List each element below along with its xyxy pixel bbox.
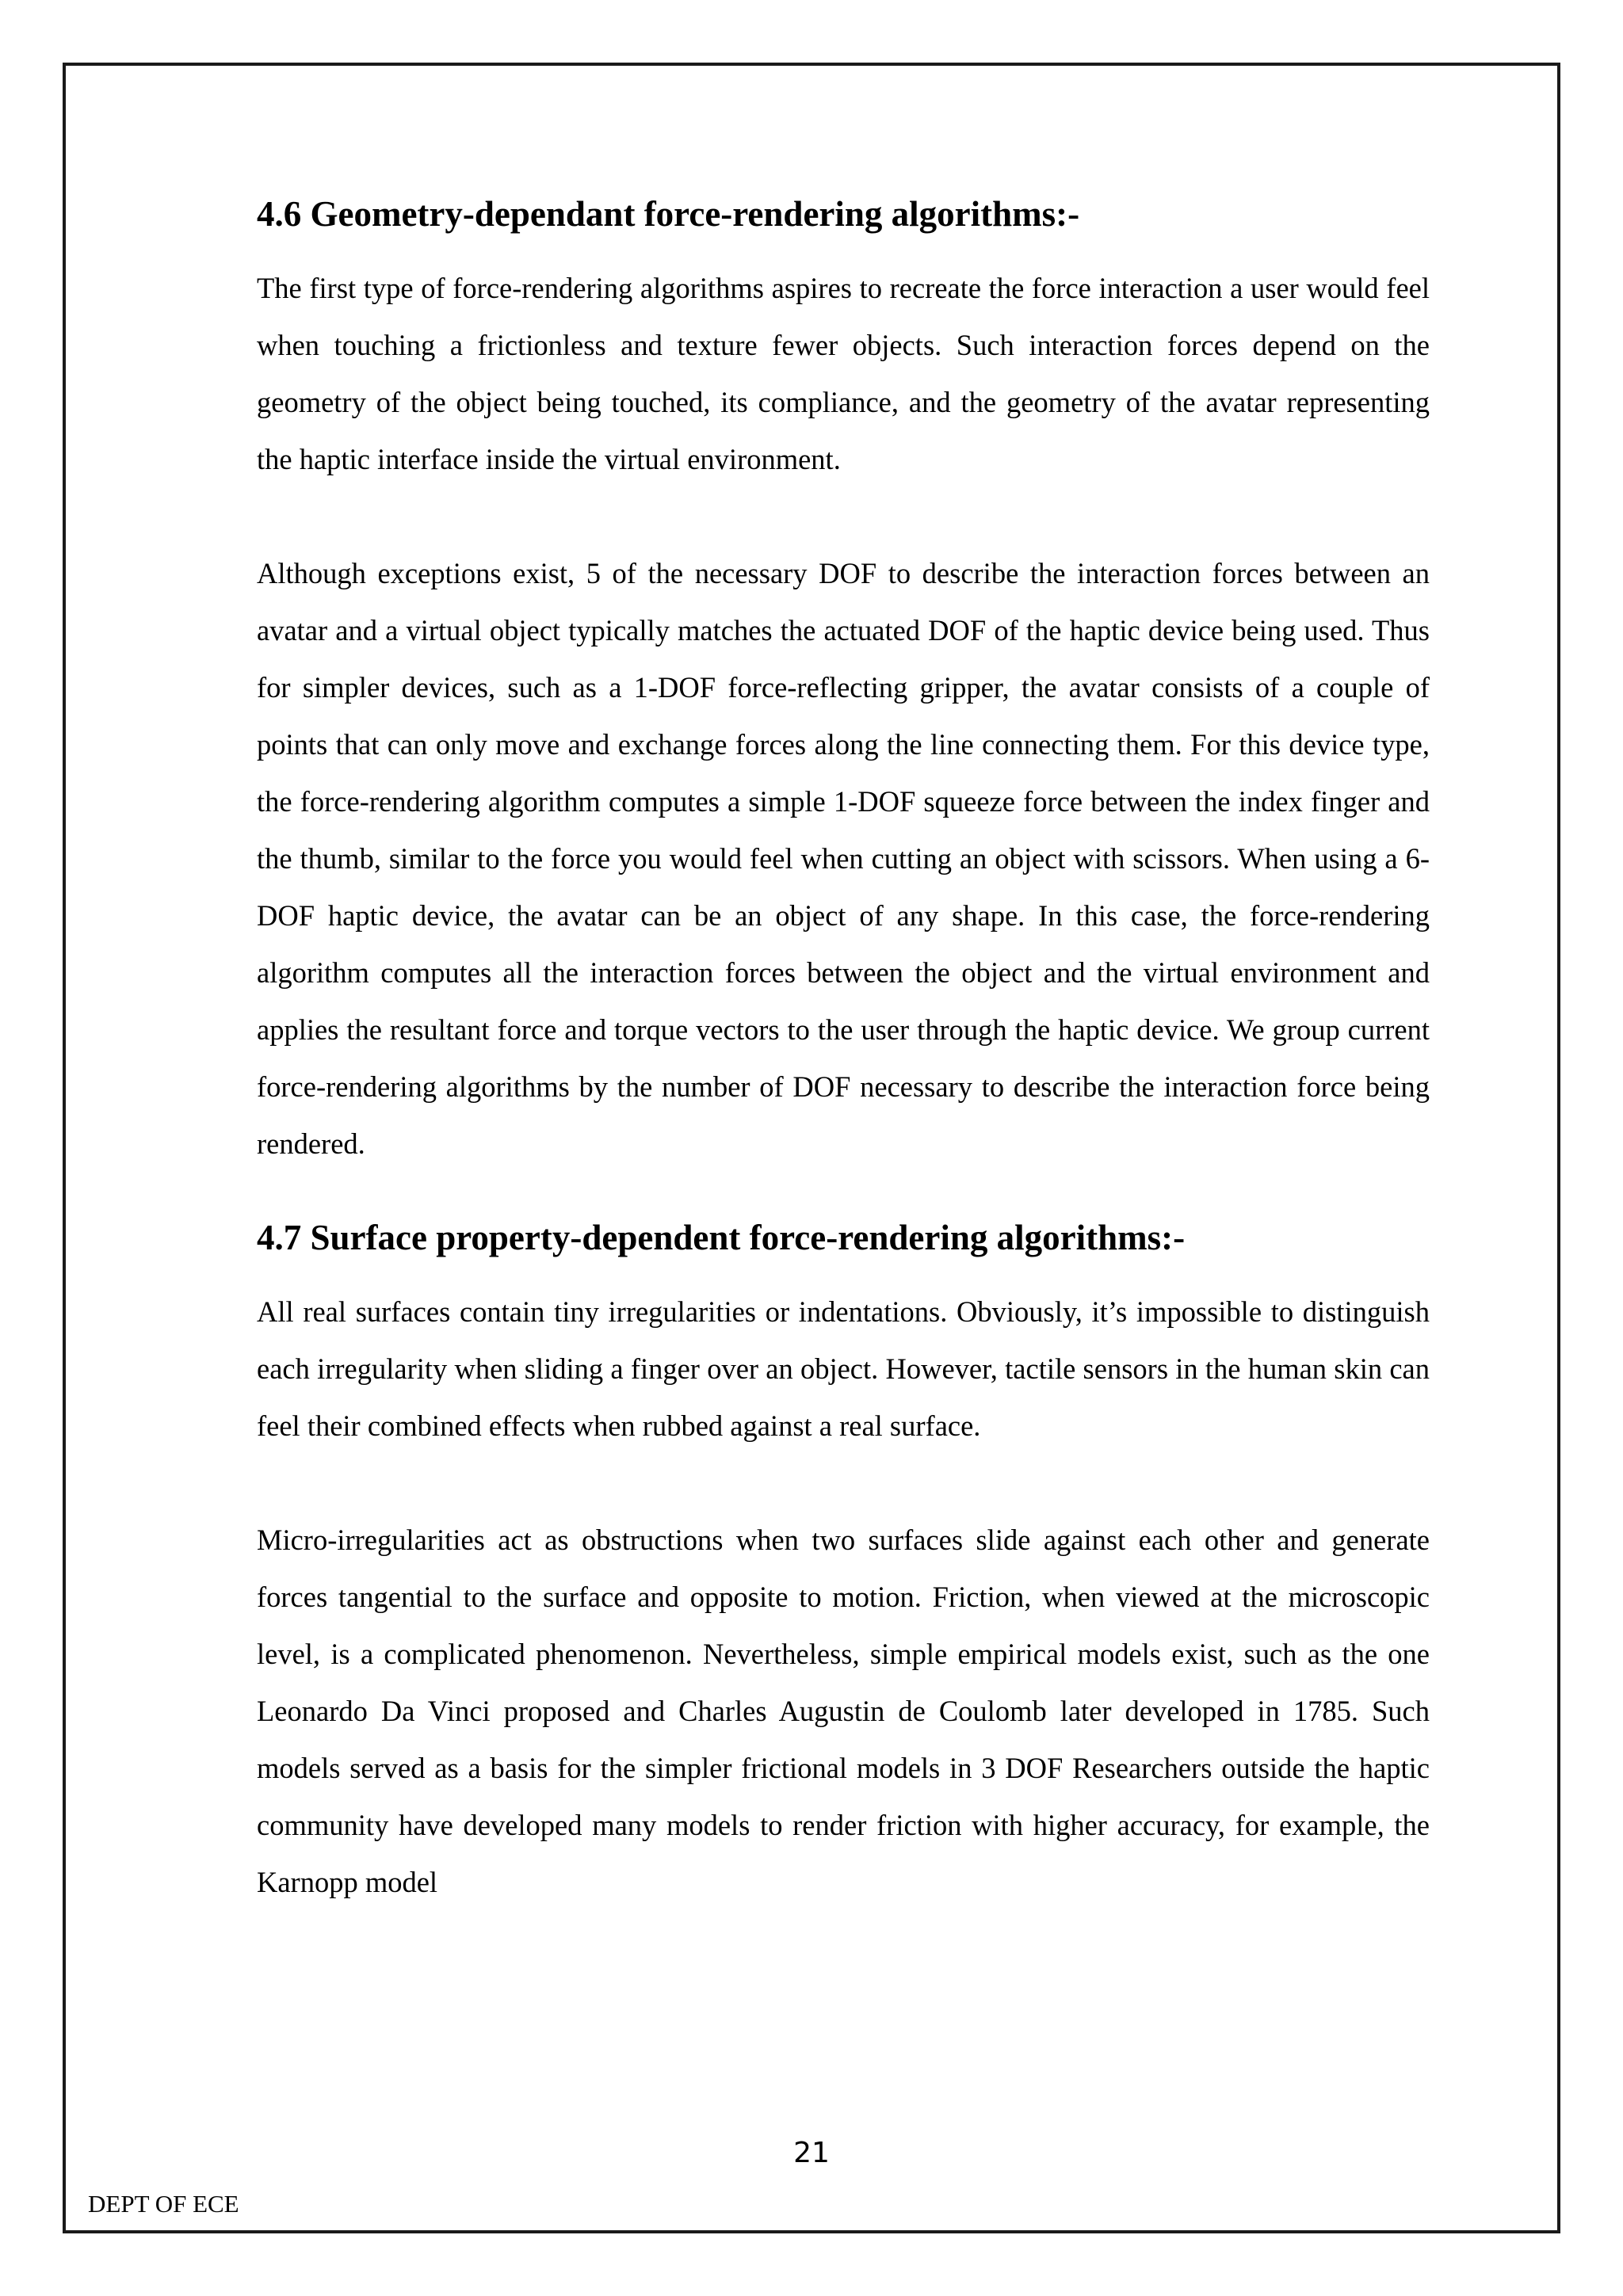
paragraph-4-7-1: All real surfaces contain tiny irregularities or indentations. Obviously, it’s impossible to distinguish each irregularity when sliding a finger over an object. However, tactile sensors in the human skin can feel their combined effects when rubbed against a real surface. — [257, 1295, 1430, 1442]
section-heading-4-7: 4.7 Surface property-dependent force-rendering algorithms:- — [257, 1218, 1186, 1257]
section-heading-4-6: 4.6 Geometry-dependant force-rendering algorithms:- — [257, 194, 1080, 234]
footer-department: DEPT OF ECE — [88, 2190, 239, 2218]
paragraph-4-6-2: Although exceptions exist, 5 of the necessary DOF to describe the interaction forces between an avatar and a virtual object typically matches the actuated DOF of the haptic device being used. Thus for simpler devices, such as a 1-DOF force-reflecting gripper, the avatar consists of a couple of points that can only move and exchange forces along the line connecting them. For this device type, the force-rendering algorithm computes a simple 1-DOF squeeze force between the index finger and the thumb, similar to the force you would feel when cutting an object with scissors. When using a 6-DOF haptic device, the avatar can be an object of any shape. In this case, the force-rendering algorithm computes all the interaction forces between the object and the virtual environment and applies the resultant force and torque vectors to the user through the haptic device. We group current force-rendering algorithms by the number of DOF necessary to describe the interaction force being rendered. — [257, 557, 1430, 1160]
paragraph-4-6-1: The first type of force-rendering algorithms aspires to recreate the force interaction a user would feel when touching a frictionless and texture fewer objects. Such interaction forces depend on the geometry of the object being touched, its compliance, and the geometry of the avatar representing the haptic interface inside the virtual environment. — [257, 272, 1430, 475]
paragraph-4-7-2: Micro-irregularities act as obstructions when two surfaces slide against each other and generate forces tangential to the surface and opposite to motion. Friction, when viewed at the microscopic level, is a complicated phenomenon. Nevertheless, simple empirical models exist, such as the one Leonardo Da Vinci proposed and Charles Augustin de Coulomb later developed in 1785. Such models served as a basis for the simpler frictional models in 3 DOF Researchers outside the haptic community have developed many models to render friction with higher accuracy, for example, the Karnopp model — [257, 1524, 1430, 1898]
page-number: 21 — [793, 2137, 830, 2169]
page-content — [257, 190, 1430, 1911]
